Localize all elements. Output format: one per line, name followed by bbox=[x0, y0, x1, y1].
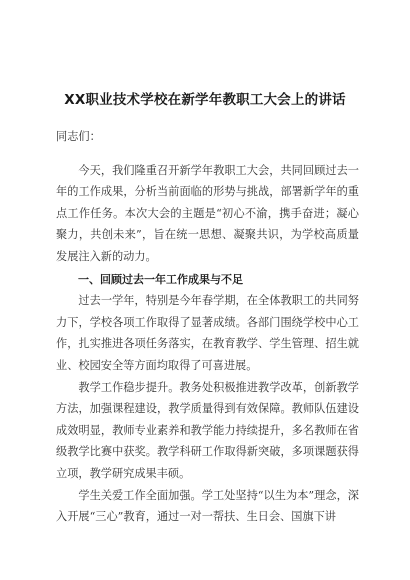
section-heading: 一、回顾过去一年工作成果与不足 bbox=[78, 272, 243, 286]
salutation: 同志们： bbox=[56, 130, 101, 143]
section-paragraph: 学生关爱工作全面加强。学工处坚持“以生为本”理念，深入开展“三心”教育，通过一对一帮扶、生日会、国旗下讲 bbox=[56, 488, 359, 524]
document-title: XX职业技术学校在新学年教职工大会上的讲话 bbox=[64, 92, 346, 108]
section-paragraph: 过去一学年，特别是今年春学期，在全体教职工的共同努力下，学校各项工作取得了显著成绩。各部门围绕学校中心工作，扎实推进各项任务落实，在教育教学、学生管理、招生就业、校园安全等方面均取得了可喜进展。 bbox=[56, 294, 359, 372]
intro-paragraph: 今天，我们隆重召开新学年教职工大会，共同回顾过去一年的工作成果，分析当前面临的形势与挑战，部署新学年的重点工作任务。本次大会的主题是“初心不渝，携手奋进；凝心聚力，共创未来”，旨在统一思想、凝聚共识，为学校高质量发展注入新的动力。 bbox=[56, 163, 359, 263]
section-paragraph: 教学工作稳步提升。教务处积极推进教学改革，创新教学方法，加强课程建设，教学质量得到有效保障。教师队伍建设成效明显，教师专业素养和教学能力持续提升，多名教师在省级教学比赛中获奖。教学科研工作取得新突破，多项课题获得立项，教学研究成果丰硕。 bbox=[56, 380, 359, 480]
document-body bbox=[56, 126, 359, 528]
